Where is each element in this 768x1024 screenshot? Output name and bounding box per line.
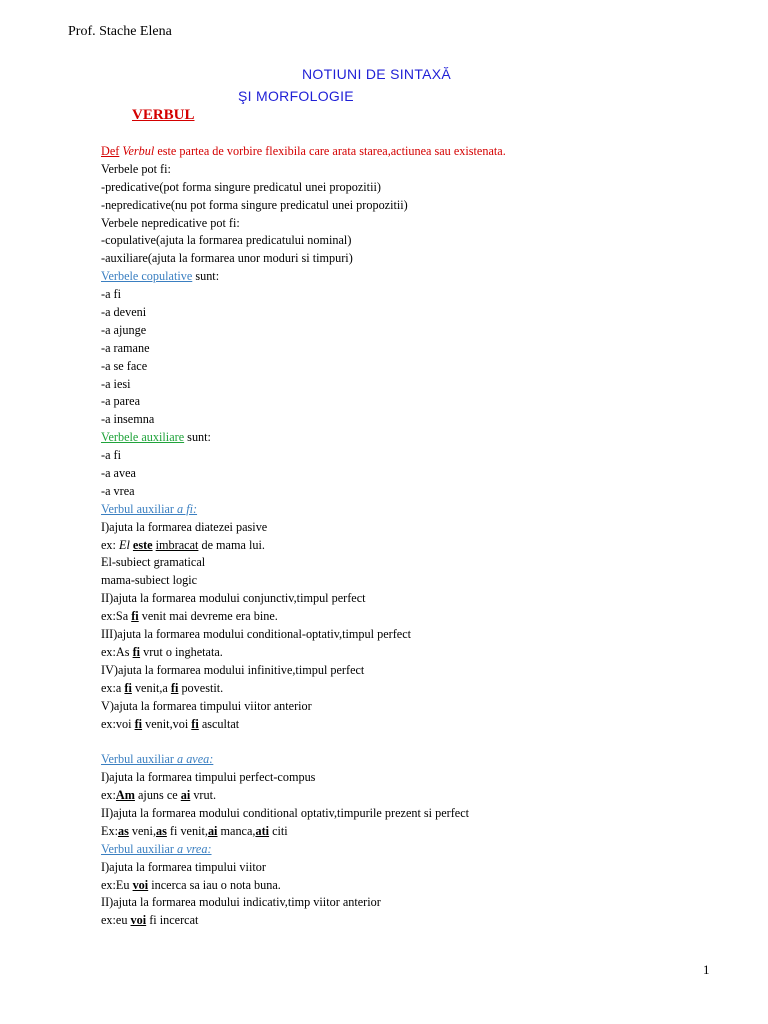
text-line: mama-subiect logic — [101, 572, 198, 588]
document-title-line2: ŞI MORFOLOGIE — [238, 88, 354, 104]
ex-highlight: fi — [191, 715, 199, 731]
list-item: -a fi — [101, 286, 122, 302]
def-text: este partea de vorbire flexibila care arata starea,actiunea sau existenata. — [154, 143, 506, 158]
text-line: V)ajuta la formarea timpului viitor anterior — [101, 697, 312, 713]
avea-head-text: Verbul auxiliar — [101, 751, 178, 767]
example-line — [101, 786, 703, 804]
text-line: Verbele nepredicative pot fi: — [101, 214, 240, 230]
definition-line — [101, 142, 703, 160]
example-line — [101, 536, 703, 554]
text-line: -nepredicative(nu pot forma singure predicatul unei propozitii) — [101, 196, 408, 212]
text-line: II)ajuta la formarea modului indicativ,timp viitor anterior — [101, 894, 381, 910]
ex-text: vrut o inghetata. — [140, 643, 223, 659]
ex-highlight: fi — [124, 679, 132, 695]
ex-text: fi venit, — [166, 822, 208, 838]
blank-line — [101, 732, 703, 750]
text-line: IV)ajuta la formarea modului infinitive,timpul perfect — [101, 661, 365, 677]
example-line — [101, 643, 703, 661]
author-header: Prof. Stache Elena — [68, 24, 172, 39]
avea-subheading[interactable] — [101, 750, 703, 768]
example-line — [101, 679, 703, 697]
ex-text: veni, — [128, 822, 157, 838]
document-body — [101, 142, 741, 929]
ex-text: ex: — [101, 787, 116, 803]
fi-subheading[interactable] — [101, 500, 703, 518]
ex-text: ex:Sa — [101, 608, 132, 624]
list-item: -a avea — [101, 465, 136, 481]
text-line: -auxiliare(ajuta la formarea unor moduri si timpuri) — [101, 250, 353, 266]
ex-highlight: este — [132, 536, 153, 552]
copulative-heading — [101, 267, 703, 285]
list-item: -a deveni — [101, 304, 147, 320]
ex-text: Ex: — [101, 822, 118, 838]
text-line: Verbele pot fi: — [101, 160, 171, 176]
vrea-head-text: Verbul auxiliar — [101, 840, 178, 856]
ex-subject: El — [118, 536, 130, 552]
ex-text: povestit. — [178, 679, 224, 695]
ex-text: ex:a — [101, 679, 125, 695]
list-item: -a se face — [101, 357, 148, 373]
text-line: -copulative(ajuta la formarea predicatului nominal) — [101, 232, 352, 248]
text-line: I)ajuta la formarea diatezei pasive — [101, 518, 268, 534]
ex-highlight: voi — [130, 912, 147, 928]
ex-text: venit,voi — [142, 715, 192, 731]
example-line — [101, 822, 703, 840]
ex-highlight: as — [117, 822, 129, 838]
list-item: -a vrea — [101, 482, 135, 498]
example-line — [101, 876, 703, 894]
ex-text: vrut. — [190, 787, 217, 803]
page-number: 1 — [703, 962, 710, 977]
def-term: Verbul — [122, 143, 155, 158]
ex-text: fi incercat — [146, 912, 199, 928]
ex-highlight: as — [156, 822, 167, 838]
ex-text: incerca sa iau o nota buna. — [148, 876, 281, 892]
ex-text: manca, — [217, 822, 256, 838]
auxiliary-link[interactable]: Verbele auxiliare — [101, 429, 185, 445]
fi-head-italic: a fi: — [177, 500, 198, 516]
ex-highlight: fi — [131, 608, 139, 624]
example-line — [101, 715, 703, 733]
ex-text: ex: — [101, 536, 119, 552]
list-item: -a parea — [101, 393, 141, 409]
list-item: -a ramane — [101, 339, 150, 355]
ex-highlight: ai — [180, 787, 191, 803]
text-line: I)ajuta la formarea timpului viitor — [101, 858, 266, 874]
ex-highlight: voi — [132, 876, 149, 892]
text-line: El-subiect gramatical — [101, 554, 206, 570]
ex-text: ex:As — [101, 643, 133, 659]
avea-head-italic: a avea: — [177, 751, 214, 767]
ex-text: citi — [269, 822, 288, 838]
text-line: II)ajuta la formarea modului conditional optativ,timpurile prezent si perfect — [101, 804, 470, 820]
auxiliary-suffix: sunt: — [184, 429, 211, 445]
ex-text: ex:Eu — [101, 876, 133, 892]
text-line: I)ajuta la formarea timpului perfect-compus — [101, 769, 316, 785]
ex-highlight: fi — [170, 679, 179, 695]
vrea-head-italic: a vrea: — [177, 840, 212, 856]
ex-text: venit mai devreme era bine. — [138, 608, 278, 624]
vrea-subheading[interactable] — [101, 840, 703, 858]
ex-text: ex:voi — [101, 715, 135, 731]
list-item: -a fi — [101, 447, 122, 463]
list-item: -a insemna — [101, 411, 155, 427]
document-title-line1: NOTIUNI DE SINTAXĂ — [302, 66, 452, 82]
ex-highlight: ai — [207, 822, 218, 838]
ex-highlight: fi — [134, 715, 143, 731]
ex-text: ajuns ce — [134, 787, 181, 803]
ex-text: venit,a — [131, 679, 171, 695]
ex-text: de mama lui. — [198, 536, 265, 552]
copulative-link[interactable]: Verbele copulative — [101, 268, 193, 284]
section-heading: VERBUL — [132, 107, 195, 123]
auxiliary-heading — [101, 428, 703, 446]
list-item: -a iesi — [101, 375, 131, 391]
list-item: -a ajunge — [101, 321, 147, 337]
copulative-suffix: sunt: — [192, 268, 220, 284]
ex-text: ex:eu — [101, 912, 131, 928]
example-line — [101, 607, 703, 625]
ex-highlight: fi — [132, 643, 141, 659]
ex-highlight: Am — [115, 787, 135, 803]
example-line — [101, 911, 703, 929]
text-line: III)ajuta la formarea modului conditional-optativ,timpul perfect — [101, 626, 412, 642]
ex-text: ascultat — [198, 715, 240, 731]
def-label: Def — [101, 143, 120, 158]
text-line: II)ajuta la formarea modului conjunctiv,timpul perfect — [101, 590, 366, 606]
fi-head-text: Verbul auxiliar — [101, 500, 178, 516]
ex-underlined: imbracat — [155, 536, 199, 552]
ex-highlight: ati — [255, 822, 270, 838]
text-line: -predicative(pot forma singure predicatul unei propozitii) — [101, 178, 381, 194]
